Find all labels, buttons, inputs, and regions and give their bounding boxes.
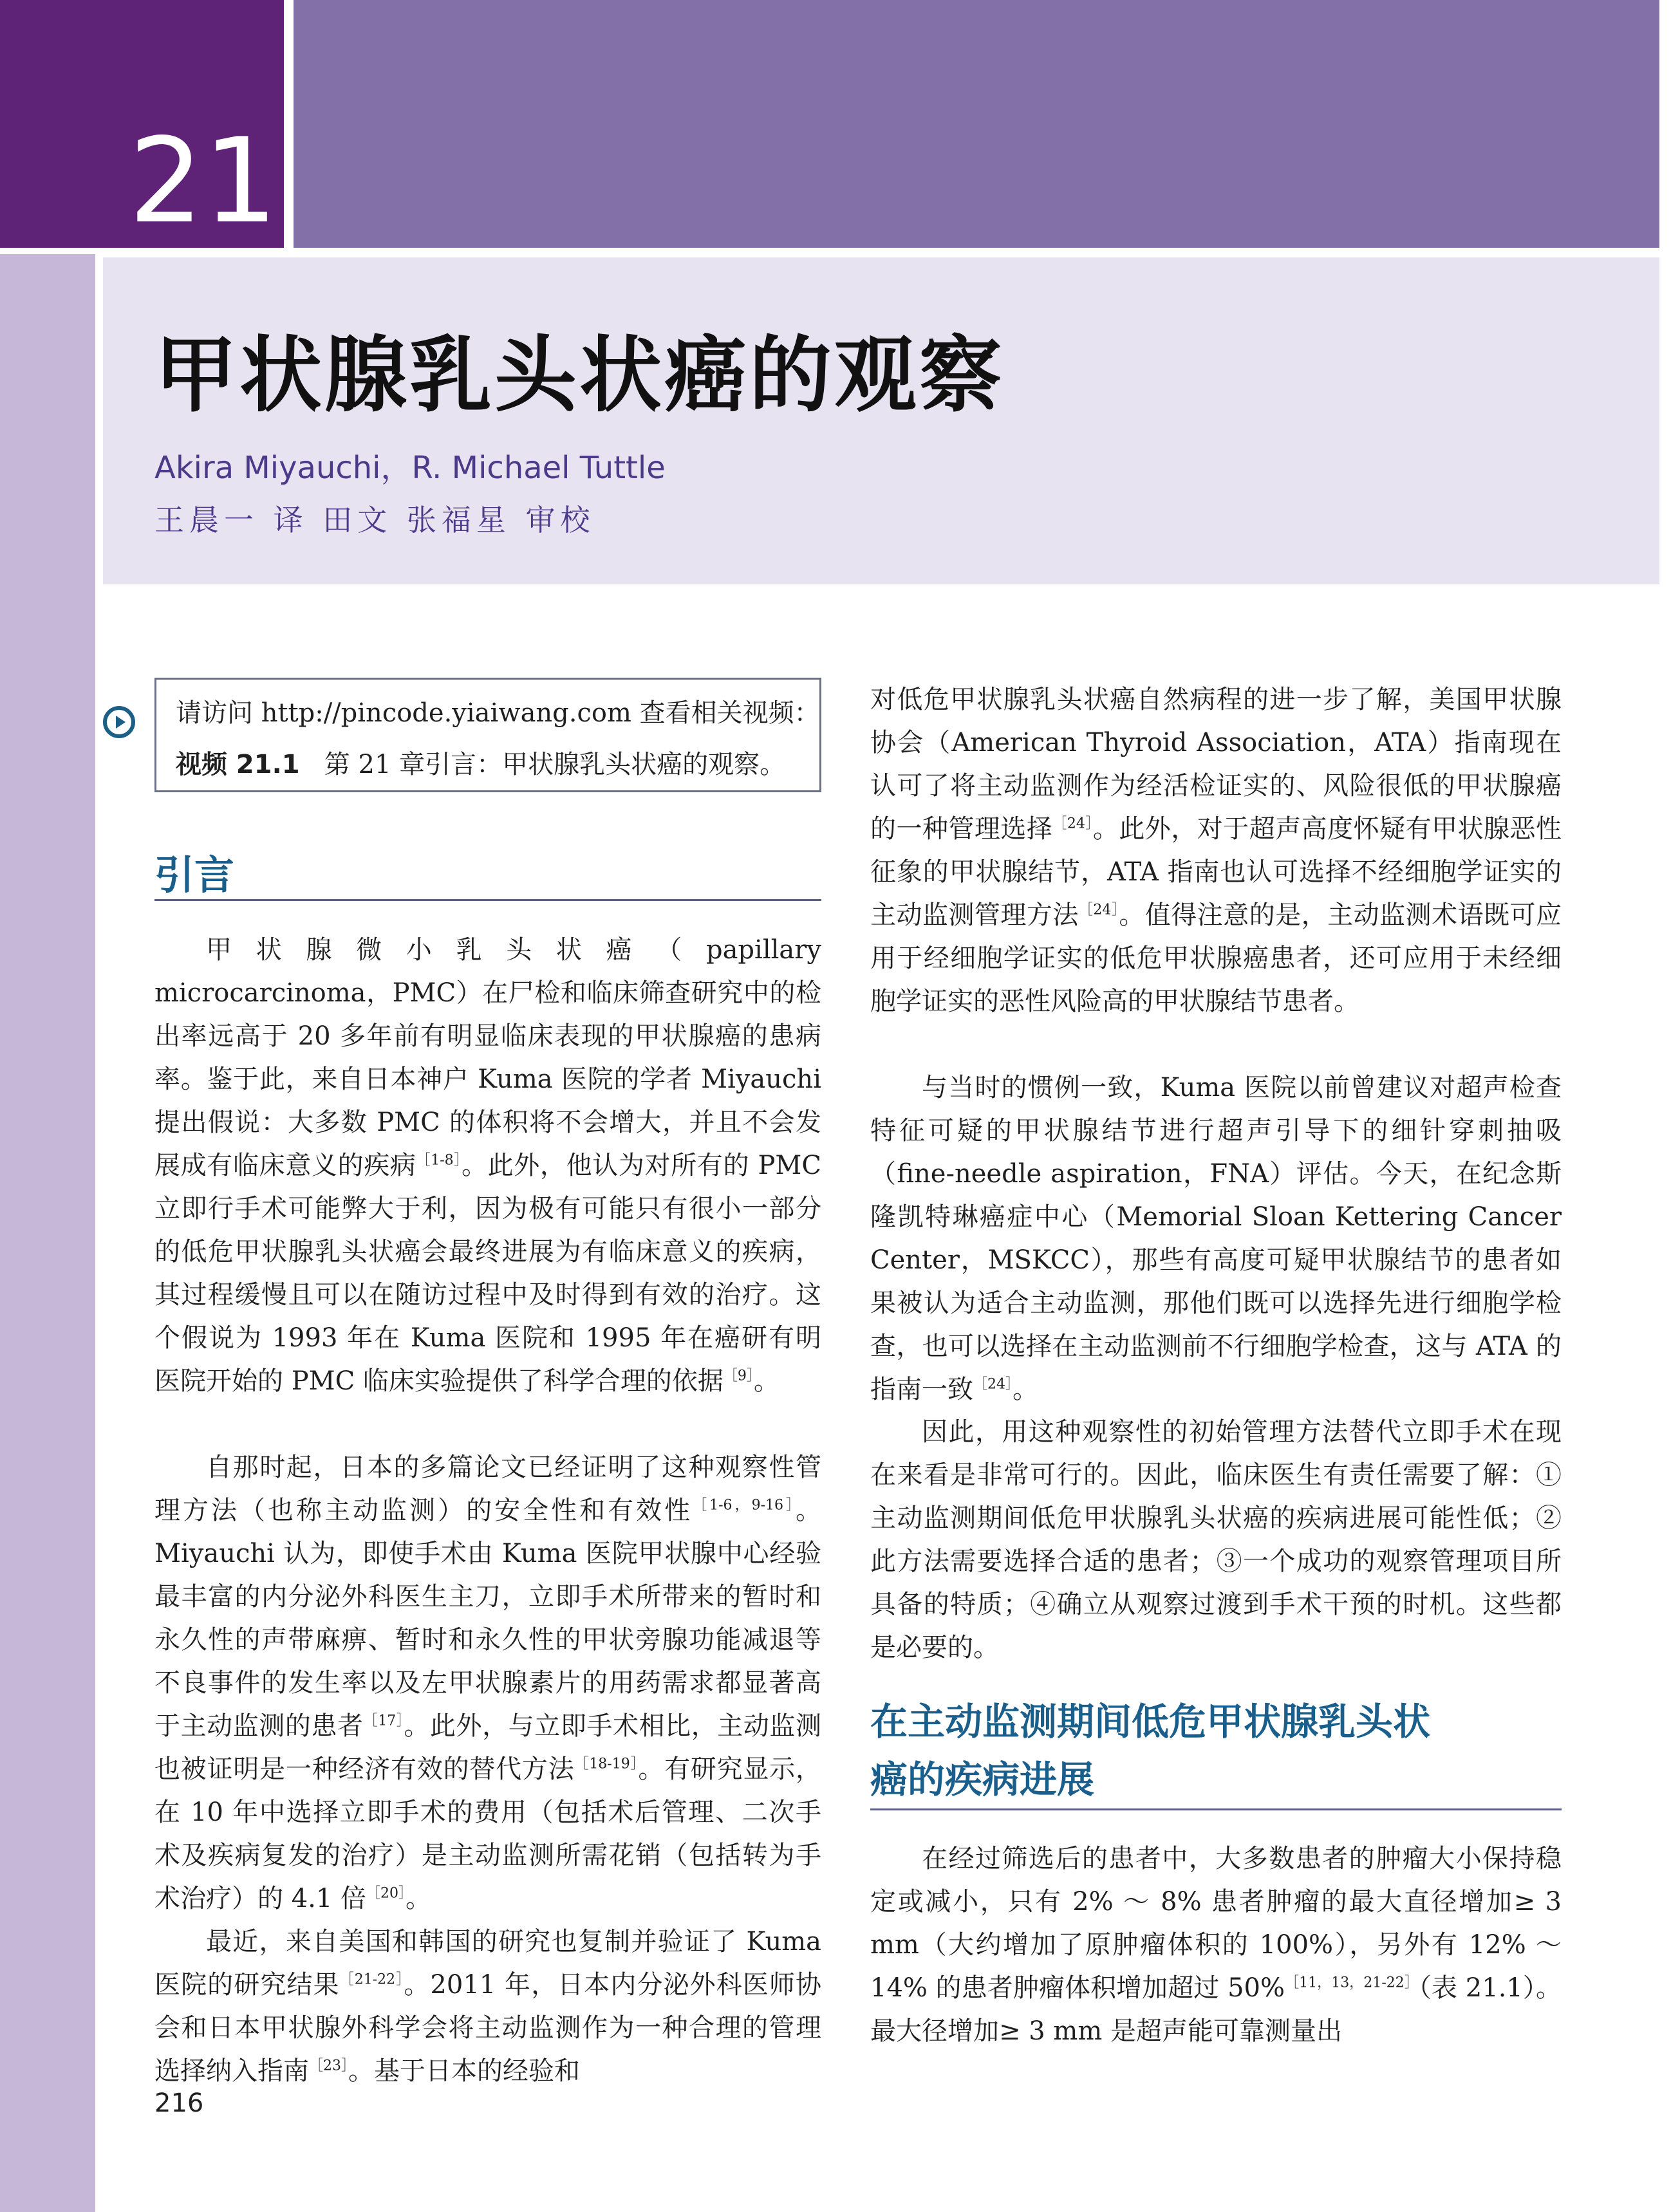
paragraph-right-4: 在经过筛选后的患者中，大多数患者的肿瘤大小保持稳定或减小，只有 2% ～ 8% 患者肿瘤的最大直径增加≥ 3 mm（大约增加了原肿瘤体积的 100%），另外有 12% ～ 14% 的患者肿瘤体积增加超过 50%$^{[11,13,21-22]}$（表 21.1）。最大径增加≥ 3 mm 是超声能可靠测量出	[870, 1844, 1562, 2046]
section-rule	[870, 1808, 1562, 1810]
video-item-label: 视频 21.1	[176, 750, 300, 779]
citation: ［20］	[366, 1885, 406, 1902]
citation: ［21-22］	[339, 1971, 404, 1988]
video-item-title: 第 21 章引言：甲状腺乳头状癌的观察。	[324, 750, 786, 779]
citation: ［24］	[1078, 902, 1119, 918]
video-link-text[interactable]: 请访问 http://pincode.yiaiwang.com 查看相关视频：	[176, 698, 820, 728]
paragraph-right-2: 与当时的惯例一致，Kuma 医院以前曾建议对超声检查特征可疑的甲状腺结节进行超声引导下的细针穿刺抽吸（fine-needle aspiration，FNA）评估。今天，在纪念斯隆凯特琳癌症中心（Memorial Sloan Kettering Cancer Center，MSKCC），那些有高度可疑甲状腺结节的患者如果被认为适合主动监测，那他们既可以选择先进行细胞学检查，也可以选择在主动监测前不行细胞学检查，这与 ATA 的指南一致$^{[24]}$。	[870, 1073, 1562, 1404]
section-heading-introduction: 引言	[154, 851, 235, 898]
citation: ［24］	[973, 1376, 1013, 1393]
left-margin-stripe	[0, 254, 95, 2212]
video-item[interactable]	[176, 744, 785, 781]
citation: ［17］	[363, 1713, 404, 1729]
section-heading-line: 癌的疾病进展	[870, 1758, 1095, 1801]
video-link-box[interactable]	[154, 678, 821, 792]
paragraph-intro-1: 甲状腺微小乳头状癌（papillary microcarcinoma，PMC）在尸检和临床筛查研究中的检出率远高于 20 多年前有明显临床表现的甲状腺癌的患病率。鉴于此，来自日本神户 Kuma 医院的学者 Miyauchi 提出假说：大多数 PMC 的体积将不会增大，并且不会发展成有临床意义的疾病$^{[1-8]}$。此外，他认为对所有的 PMC 立即行手术可能弊大于利，因为极有可能只有很小一部分的低危甲状腺乳头状癌会最终进展为有临床意义的疾病，其过程缓慢且可以在随访过程中及时得到有效的治疗。这个假说为 1993 年在 Kuma 医院和 1995 年在癌研有明医院开始的 PMC 临床实验提供了科学合理的依据$^{[9]}$。	[154, 935, 821, 1396]
citation: ［9］	[723, 1368, 754, 1384]
citation: ［1-8］	[416, 1152, 462, 1169]
paragraph-right-3: 因此，用这种观察性的初始管理方法替代立即手术在现在来看是非常可行的。因此，临床医生有责任需要了解：①主动监测期间低危甲状腺乳头状癌的疾病进展可能性低；②此方法需要选择合适的患者；③一个成功的观察管理项目所具备的特质；④确立从观察过渡到手术干预的时机。这些都是必要的。	[870, 1417, 1562, 1662]
section-rule	[154, 899, 821, 901]
chapter-translators: 王晨一 译 田文 张福星 审校	[154, 503, 595, 537]
citation: ［24］	[1052, 815, 1093, 832]
page-number: 216	[154, 2088, 204, 2118]
citation: ［1-6，9-16］	[693, 1497, 796, 1514]
citation: ［18-19］	[574, 1756, 639, 1772]
citation: ［11，13，21-22］	[1285, 1975, 1419, 1991]
section-heading-line: 在主动监测期间低危甲状腺乳头状	[870, 1700, 1431, 1743]
chapter-authors: Akira Miyauchi，R. Michael Tuttle	[154, 450, 666, 486]
paragraph-intro-3: 最近，来自美国和韩国的研究也复制并验证了 Kuma 医院的研究结果$^{[21-22]}$。2011 年，日本内分泌外科医师协会和日本甲状腺外科学会将主动监测作为一种合理的管理选择纳入指南$^{[23]}$。基于日本的经验和	[154, 1927, 821, 2086]
section-heading-disease-progression	[870, 1693, 1430, 1808]
paragraph-intro-2: 自那时起，日本的多篇论文已经证明了这种观察性管理方法（也称主动监测）的安全性和有效性$^{[1-6,9-16]}$。Miyauchi 认为，即使手术由 Kuma 医院甲状腺中心经验最丰富的内分泌外科医生主刀，立即手术所带来的暂时和永久性的声带麻痹、暂时和永久性的甲状旁腺功能减退等不良事件的发生率以及左甲状腺素片的用药需求都显著高于主动监测的患者$^{[17]}$。此外，与立即手术相比，主动监测也被证明是一种经济有效的替代方法$^{[18-19]}$。有研究显示，在 10 年中选择立即手术的费用（包括术后管理、二次手术及疾病复发的治疗）是主动监测所需花销（包括转为手术治疗）的 4.1 倍$^{[20]}$。	[154, 1453, 822, 1913]
chapter-number: 21	[129, 113, 278, 249]
play-video-icon[interactable]	[103, 706, 135, 738]
citation: ［23］	[309, 2058, 348, 2074]
chapter-title: 甲状腺乳头状癌的观察	[154, 328, 1005, 423]
header-band	[294, 0, 1659, 248]
paragraph-right-1: 对低危甲状腺乳头状癌自然病程的进一步了解，美国甲状腺协会（American Thyroid Association，ATA）指南现在认可了将主动监测作为经活检证实的、风险很低的甲状腺癌的一种管理选择$^{[24]}$。此外，对于超声高度怀疑有甲状腺恶性征象的甲状腺结节，ATA 指南也认可选择不经细胞学证实的主动监测管理方法$^{[24]}$。值得注意的是，主动监测术语既可应用于经细胞学证实的低危甲状腺癌患者，还可应用于未经细胞学证实的恶性风险高的甲状腺结节患者。	[870, 685, 1562, 1016]
